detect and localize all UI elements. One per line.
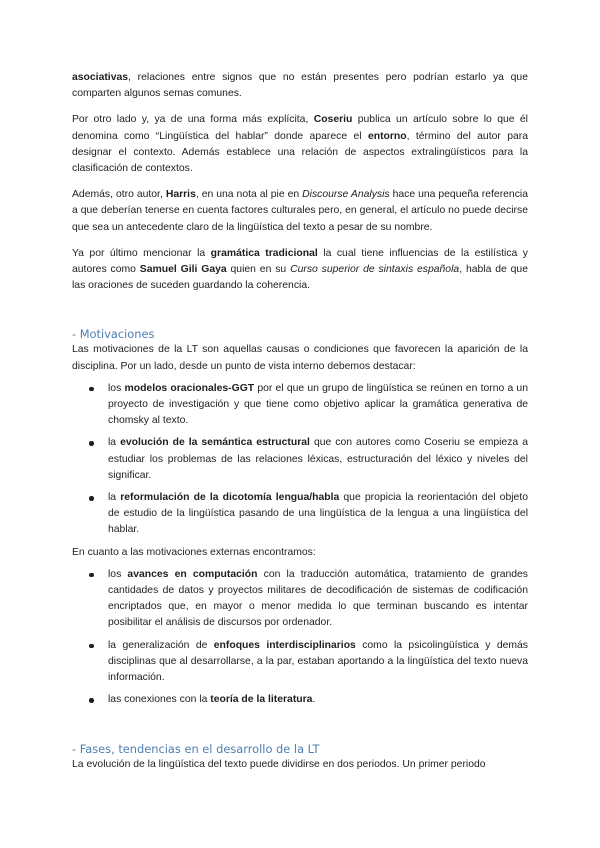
list-item-text: los xyxy=(108,568,128,580)
paragraph-gramatica-tradicional xyxy=(72,246,528,295)
bold-term: avances en computación xyxy=(127,568,258,580)
section-heading-motivaciones: - Motivaciones xyxy=(72,327,155,342)
list-item xyxy=(72,638,528,687)
bold-term: modelos oracionales-GGT xyxy=(124,382,255,394)
italic-title: Curso superior de sintaxis española xyxy=(290,264,460,276)
paragraph-text: la cual tiene influencias de la estilística y autores como xyxy=(72,247,528,276)
bold-term: reformulación de la dicotomía lengua/habla xyxy=(120,492,340,504)
document-page xyxy=(72,70,528,773)
paragraph-text: , habla de que las oraciones de suceden guardando la coherencia. xyxy=(72,264,528,292)
paragraph-coseriu xyxy=(72,112,528,177)
bold-term: gramática tradicional xyxy=(210,247,318,259)
paragraph-text: quien en su xyxy=(226,264,291,276)
list-item-text: la xyxy=(108,492,121,504)
list-item-text: que propicia la reorientación del objeto de estudio de la lingüística pasando de una lingüística de la lengua a una lingüística del hablar. xyxy=(108,492,528,536)
paragraph-text: Por otro lado y, ya de una forma más explícita, xyxy=(72,114,314,126)
internal-motivations-list xyxy=(72,381,528,539)
bold-term: evolución de la semántica estructural xyxy=(120,437,310,449)
bold-term: Harris xyxy=(165,189,196,201)
bold-term: enfoques interdisciplinarios xyxy=(213,639,356,651)
list-item-text: los xyxy=(108,382,125,394)
paragraph-text: hace una pequeña referencia a que deberían tenerse en cuenta factores culturales pero, en general, el artículo no puede decirse que sea un antecedente claro de la lingüística del texto a pesar de su nombre. xyxy=(72,189,528,233)
bold-term: asociativas xyxy=(72,72,129,83)
paragraph-text: , término del autor para designar el contexto. Además establece una relación de aspectos extralingüísticos para la clasificación de contextos. xyxy=(72,130,528,175)
list-item-text: las conexiones con la xyxy=(108,694,211,706)
bold-term: entorno xyxy=(367,130,407,142)
bold-term: teoría de la literatura xyxy=(210,694,313,706)
list-item xyxy=(72,435,528,484)
list-item-text: que con autores como Coseriu se empieza a estudiar los problemas de las relaciones léxicas, estructuración del léxico y niveles del significar. xyxy=(108,437,528,481)
list-item-text: por el que un grupo de lingüística se reúnen en torno a un proyecto de investigación y que tiene como objetivo aplicar la gramática generativa de chomsky al texto. xyxy=(108,382,528,427)
paragraph-asociativas xyxy=(72,70,528,102)
list-item xyxy=(72,692,528,708)
paragraph-external-intro: En cuanto a las motivaciones externas encontramos: xyxy=(72,546,316,558)
section-heading-fases: - Fases, tendencias en el desarrollo de la LT xyxy=(72,741,320,756)
paragraph-text: , relaciones entre signos que no están presentes pero podrían estarlo ya que comparten algunos semas comunes. xyxy=(72,72,528,100)
paragraph-text: Ya por último mencionar la xyxy=(72,247,211,259)
list-item xyxy=(72,567,528,632)
paragraph-text: publica un artículo sobre lo que él denomina como “Lingüística del hablar” donde aparece el xyxy=(72,114,528,142)
list-item-text: como la psicolingüística y demás disciplinas que al desarrollarse, a la par, estaban aportando a la lingüística del texto nueva información. xyxy=(108,639,529,684)
list-item xyxy=(72,490,528,539)
list-item xyxy=(72,381,528,430)
external-motivations-list xyxy=(72,567,528,709)
list-item-text: . xyxy=(312,694,316,706)
paragraph-text: Además, otro autor, xyxy=(72,189,166,201)
list-item-text: la xyxy=(108,437,121,449)
list-item-text: la generalización de xyxy=(108,639,214,651)
paragraph-text: , en una nota al pie en xyxy=(195,189,303,201)
italic-title: Discourse Analysis xyxy=(302,189,390,201)
paragraph-harris xyxy=(72,187,528,236)
paragraph-motivaciones-intro: Las motivaciones de la LT son aquellas causas o condiciones que favorecen la aparición de la disciplina. Por un lado, desde un punto de vista interno debemos destacar: xyxy=(72,344,528,372)
paragraph-fases-intro: La evolución de la lingüística del texto puede dividirse en dos periodos. Un primer periodo xyxy=(72,758,486,770)
bold-term: Samuel Gili Gaya xyxy=(139,264,227,276)
list-item-text: con la traducción automática, tratamiento de grandes cantidades de datos y proyectos militares de decodificación de sistemas de codificación encriptados que, en mayor o menor medida lo que terminan buscando es intentar posibilitar el análisis de discursos por ordenador. xyxy=(108,568,529,629)
bold-term: Coseriu xyxy=(313,114,353,126)
